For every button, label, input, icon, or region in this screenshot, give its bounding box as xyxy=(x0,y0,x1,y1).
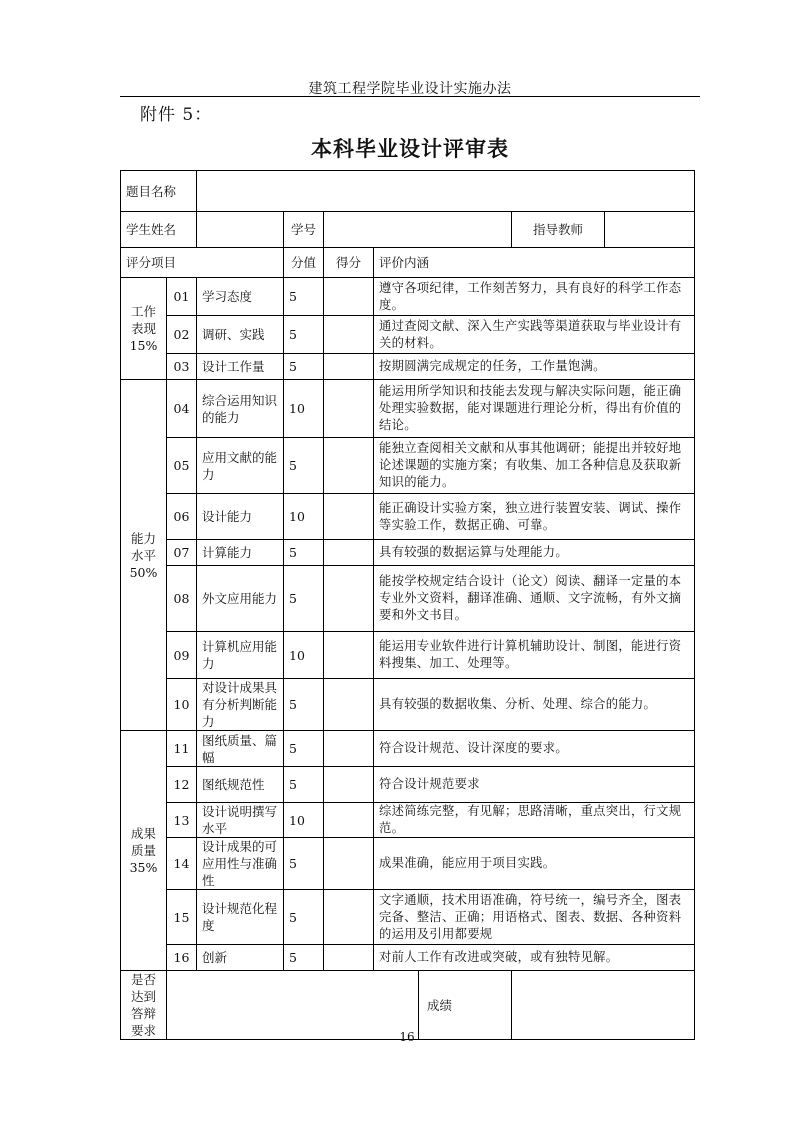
criterion-number: 10 xyxy=(167,679,197,731)
criterion-max-score: 5 xyxy=(284,679,324,731)
criterion-description: 能正确设计实验方案，独立进行装置安装、调试、操作等实验工作，数据正确、可靠。 xyxy=(374,494,695,540)
criterion-score-field[interactable] xyxy=(324,494,374,540)
student-name-label: 学生姓名 xyxy=(121,212,197,248)
criterion-number: 01 xyxy=(167,278,197,316)
criterion-description: 文字通顺，技术用语准确，符号统一，编号齐全，图表完备、整洁、正确；用语格式、图表、数据、各种资料的运用及引用都要规 xyxy=(374,890,695,945)
advisor-field[interactable] xyxy=(605,212,695,248)
criterion-description: 具有较强的数据收集、分析、处理、综合的能力。 xyxy=(374,679,695,731)
criterion-score-field[interactable] xyxy=(324,838,374,890)
criterion-description: 通过查阅文献、深入生产实践等渠道获取与毕业设计有关的材料。 xyxy=(374,316,695,354)
criterion-max-score: 10 xyxy=(284,494,324,540)
criterion-score-field[interactable] xyxy=(324,632,374,679)
criterion-score-field[interactable] xyxy=(324,316,374,354)
criterion-number: 15 xyxy=(167,890,197,945)
criterion-name: 设计工作量 xyxy=(197,354,284,380)
criterion-description: 综述简练完整，有见解；思路清晰，重点突出，行文规范。 xyxy=(374,803,695,838)
criterion-name: 计算机应用能力 xyxy=(197,632,284,679)
criterion-name: 设计说明撰写水平 xyxy=(197,803,284,838)
criterion-name: 图纸质量、篇幅 xyxy=(197,731,284,767)
criterion-description: 能运用所学知识和技能去发现与解决实际问题，能正确处理实验数据，能对课题进行理论分析，得出有价值的结论。 xyxy=(374,380,695,438)
criterion-description: 对前人工作有改进或突破，或有独特见解。 xyxy=(374,945,695,971)
topic-field[interactable] xyxy=(197,171,695,212)
criterion-score-field[interactable] xyxy=(324,679,374,731)
criterion-name: 创新 xyxy=(197,945,284,971)
criteria-body xyxy=(121,278,695,971)
header-rule xyxy=(120,96,700,97)
criterion-score-field[interactable] xyxy=(324,803,374,838)
criterion-name: 综合运用知识的能力 xyxy=(197,380,284,438)
criteria-row xyxy=(121,438,695,494)
criterion-max-score: 5 xyxy=(284,890,324,945)
criterion-number: 16 xyxy=(167,945,197,971)
criteria-row xyxy=(121,945,695,971)
category-label: 成果质量35% xyxy=(121,731,167,971)
criterion-number: 11 xyxy=(167,731,197,767)
form-title: 本科毕业设计评审表 xyxy=(311,137,509,161)
criterion-max-score: 10 xyxy=(284,803,324,838)
criterion-description: 具有较强的数据运算与处理能力。 xyxy=(374,540,695,566)
page-number: 16 xyxy=(399,1030,415,1044)
category-label: 能力水平50% xyxy=(121,380,167,731)
criteria-row xyxy=(121,278,695,316)
criterion-score-field[interactable] xyxy=(324,945,374,971)
col-header-score: 分值 xyxy=(284,248,324,278)
criterion-max-score: 5 xyxy=(284,278,324,316)
criteria-row xyxy=(121,679,695,731)
criterion-number: 13 xyxy=(167,803,197,838)
criterion-max-score: 10 xyxy=(284,632,324,679)
criterion-number: 06 xyxy=(167,494,197,540)
criteria-row xyxy=(121,566,695,632)
criterion-score-field[interactable] xyxy=(324,566,374,632)
criterion-number: 12 xyxy=(167,767,197,803)
criterion-max-score: 5 xyxy=(284,566,324,632)
criterion-max-score: 5 xyxy=(284,316,324,354)
student-row xyxy=(121,212,695,248)
student-name-field[interactable] xyxy=(197,212,284,248)
criterion-max-score: 10 xyxy=(284,380,324,438)
col-header-got: 得分 xyxy=(324,248,374,278)
criterion-description: 遵守各项纪律，工作刻苦努力，具有良好的科学工作态度。 xyxy=(374,278,695,316)
criterion-max-score: 5 xyxy=(284,731,324,767)
criterion-name: 设计能力 xyxy=(197,494,284,540)
criterion-description: 按期圆满完成规定的任务，工作量饱满。 xyxy=(374,354,695,380)
criterion-number: 08 xyxy=(167,566,197,632)
col-header-item: 评分项目 xyxy=(121,248,284,278)
criterion-max-score: 5 xyxy=(284,838,324,890)
criterion-number: 05 xyxy=(167,438,197,494)
defense-label: 是否达到答辩要求 xyxy=(121,971,167,1040)
criteria-row xyxy=(121,540,695,566)
criterion-name: 外文应用能力 xyxy=(197,566,284,632)
col-header-content: 评价内涵 xyxy=(374,248,695,278)
criterion-name: 调研、实践 xyxy=(197,316,284,354)
criterion-score-field[interactable] xyxy=(324,354,374,380)
student-id-label: 学号 xyxy=(284,212,324,248)
criterion-score-field[interactable] xyxy=(324,767,374,803)
criteria-row xyxy=(121,632,695,679)
criteria-row xyxy=(121,316,695,354)
criterion-description: 能独立查阅相关文献和从事其他调研；能提出并较好地论述课题的实施方案；有收集、加工各种信息及获取新知识的能力。 xyxy=(374,438,695,494)
criterion-description: 能按学校规定结合设计（论文）阅读、翻译一定量的本专业外文资料，翻译准确、通顺、文字流畅，有外文摘要和外文书目。 xyxy=(374,566,695,632)
advisor-label: 指导教师 xyxy=(512,212,605,248)
criterion-number: 09 xyxy=(167,632,197,679)
criterion-max-score: 5 xyxy=(284,767,324,803)
criterion-description: 符合设计规范要求 xyxy=(374,767,695,803)
student-id-field[interactable] xyxy=(324,212,512,248)
criterion-name: 对设计成果具有分析判断能力 xyxy=(197,679,284,731)
criteria-row xyxy=(121,380,695,438)
criterion-score-field[interactable] xyxy=(324,890,374,945)
criterion-name: 计算能力 xyxy=(197,540,284,566)
criteria-row xyxy=(121,354,695,380)
topic-label: 题目名称 xyxy=(121,171,197,212)
criteria-row xyxy=(121,767,695,803)
criterion-name: 设计规范化程度 xyxy=(197,890,284,945)
criterion-max-score: 5 xyxy=(284,354,324,380)
criteria-row xyxy=(121,890,695,945)
criterion-number: 02 xyxy=(167,316,197,354)
criterion-number: 03 xyxy=(167,354,197,380)
criterion-max-score: 5 xyxy=(284,540,324,566)
criterion-name: 应用文献的能力 xyxy=(197,438,284,494)
criteria-row xyxy=(121,494,695,540)
column-header-row xyxy=(121,248,695,278)
criterion-description: 成果准确，能应用于项目实践。 xyxy=(374,838,695,890)
running-header: 建筑工程学院毕业设计实施办法 xyxy=(308,81,512,97)
criterion-description: 符合设计规范、设计深度的要求。 xyxy=(374,731,695,767)
criterion-number: 04 xyxy=(167,380,197,438)
attachment-label: 附件 5： xyxy=(140,105,213,125)
criteria-row xyxy=(121,803,695,838)
criterion-name: 设计成果的可应用性与准确性 xyxy=(197,838,284,890)
criterion-max-score: 5 xyxy=(284,945,324,971)
criterion-name: 图纸规范性 xyxy=(197,767,284,803)
criterion-score-field[interactable] xyxy=(324,540,374,566)
criterion-score-field[interactable] xyxy=(324,380,374,438)
criteria-row xyxy=(121,731,695,767)
criterion-number: 14 xyxy=(167,838,197,890)
criterion-number: 07 xyxy=(167,540,197,566)
evaluation-form-table xyxy=(120,170,695,1040)
category-label: 工作表现15% xyxy=(121,278,167,380)
criterion-score-field[interactable] xyxy=(324,278,374,316)
grade-label: 成绩 xyxy=(419,971,512,1040)
criterion-score-field[interactable] xyxy=(324,731,374,767)
topic-row xyxy=(121,171,695,212)
criterion-name: 学习态度 xyxy=(197,278,284,316)
criterion-score-field[interactable] xyxy=(324,438,374,494)
criterion-description: 能运用专业软件进行计算机辅助设计、制图，能进行资料搜集、加工、处理等。 xyxy=(374,632,695,679)
criteria-row xyxy=(121,838,695,890)
criterion-max-score: 5 xyxy=(284,438,324,494)
